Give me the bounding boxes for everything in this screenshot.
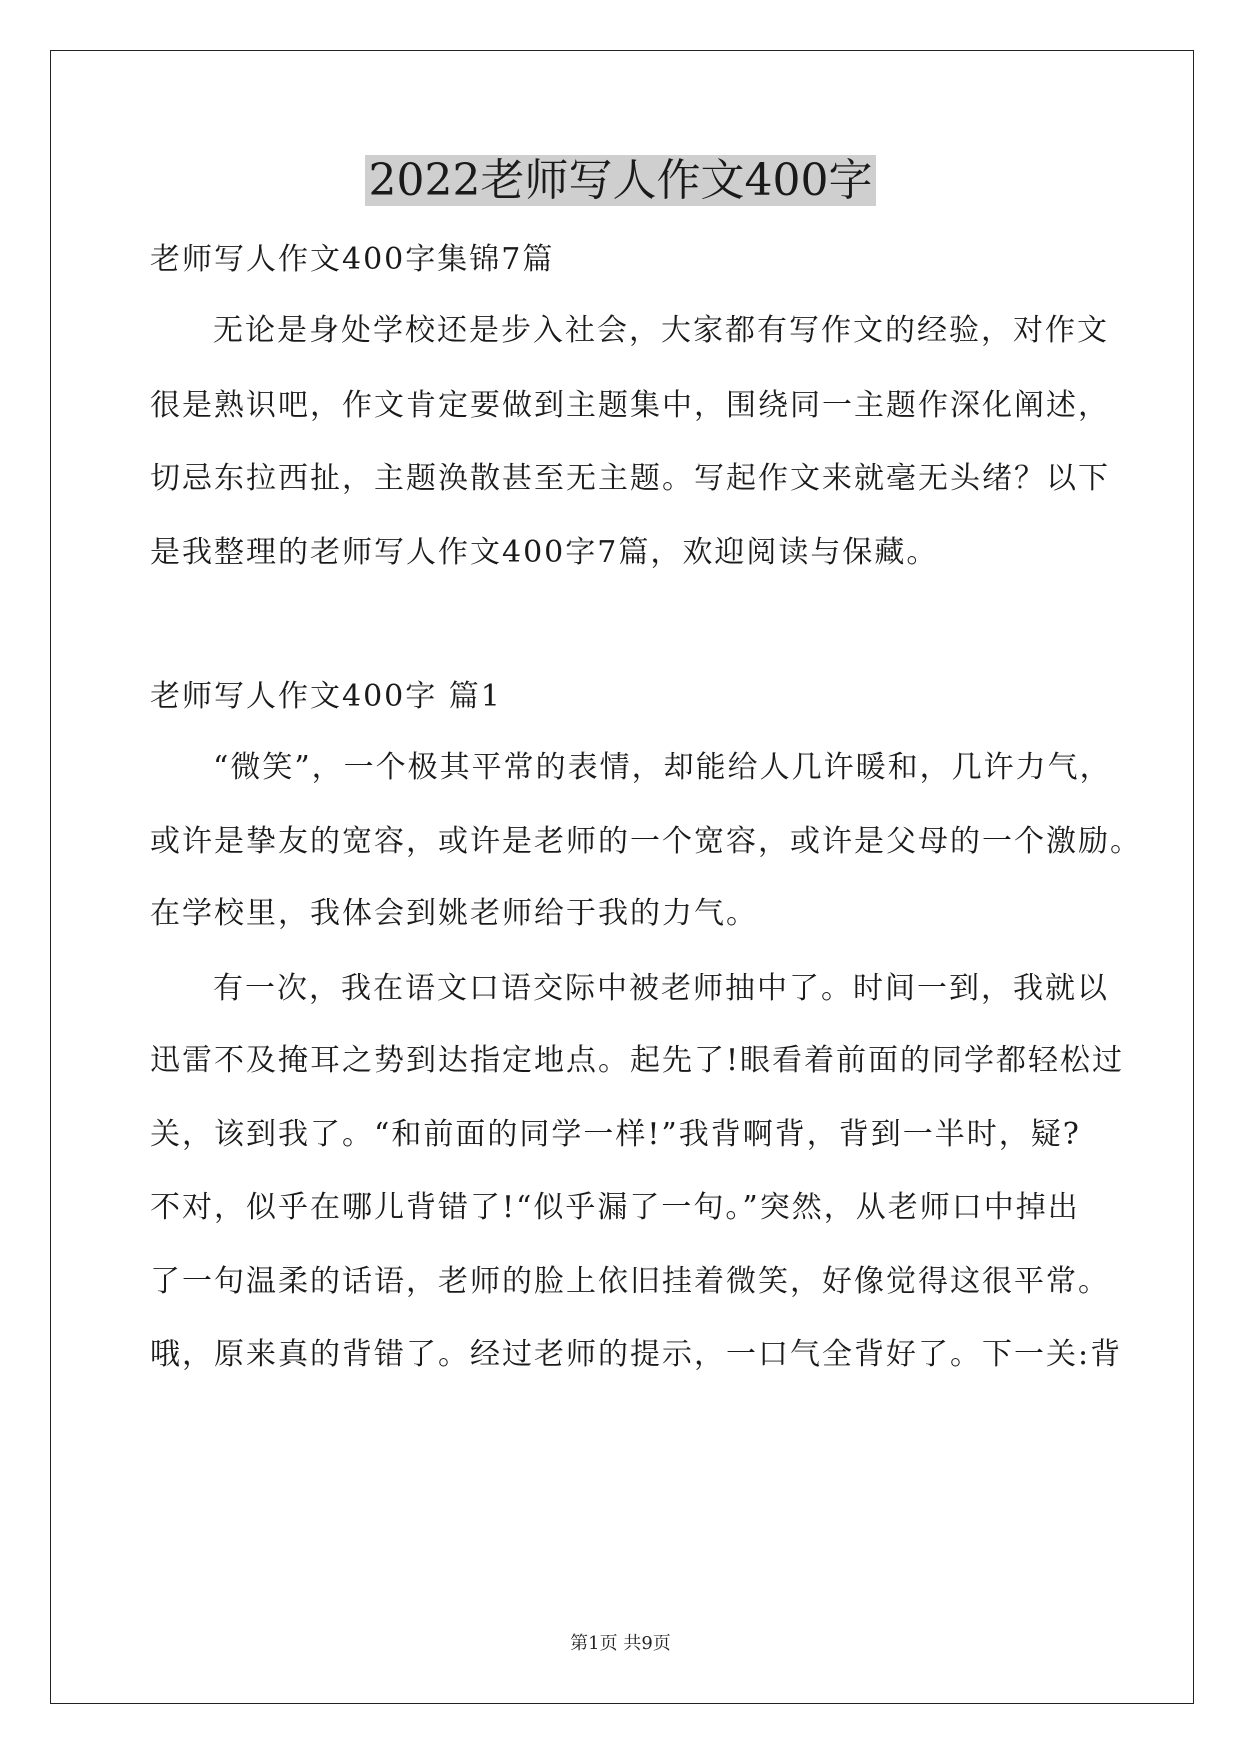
intro-line: 切忌东拉西扯，主题涣散甚至无主题。写起作文来就毫无头绪？以下	[150, 461, 1110, 496]
paragraph-line: 有一次，我在语文口语交际中被老师抽中了。时间一到，我就以	[213, 971, 1109, 1006]
document-title	[0, 150, 1241, 212]
paragraph-line: 了一句温柔的话语，老师的脸上依旧挂着微笑，好像觉得这很平常。	[150, 1264, 1110, 1299]
page-border	[50, 50, 1194, 1704]
intro-line: 很是熟识吧，作文肯定要做到主题集中，围绕同一主题作深化阐述，	[150, 388, 1110, 423]
paragraph-line: 关，该到我了。“和前面的同学一样!”我背啊背，背到一半时，疑?	[150, 1117, 1081, 1152]
title-text: 2022老师写人作文400字	[365, 155, 877, 206]
subtitle: 老师写人作文400字集锦7篇	[150, 242, 555, 277]
intro-line: 是我整理的老师写人作文400字7篇，欢迎阅读与保藏。	[150, 535, 939, 570]
section-heading: 老师写人作文400字 篇1	[150, 679, 502, 714]
paragraph-line: 迅雷不及掩耳之势到达指定地点。起先了!眼看着前面的同学都轻松过	[150, 1043, 1125, 1078]
page-footer: 第1页 共9页	[570, 1633, 671, 1654]
paragraph-line: “微笑”，一个极其平常的表情，却能给人几许暖和，几许力气，	[213, 750, 1112, 785]
paragraph-line: 或许是挚友的宽容，或许是老师的一个宽容，或许是父母的一个激励。	[150, 824, 1142, 859]
intro-line: 无论是身处学校还是步入社会，大家都有写作文的经验，对作文	[213, 313, 1109, 348]
paragraph-line: 哦，原来真的背错了。经过老师的提示，一口气全背好了。下一关:背	[150, 1337, 1123, 1372]
paragraph-line: 在学校里，我体会到姚老师给于我的力气。	[150, 896, 758, 931]
paragraph-line: 不对，似乎在哪儿背错了!“似乎漏了一句。”突然，从老师口中掉出	[150, 1190, 1080, 1225]
